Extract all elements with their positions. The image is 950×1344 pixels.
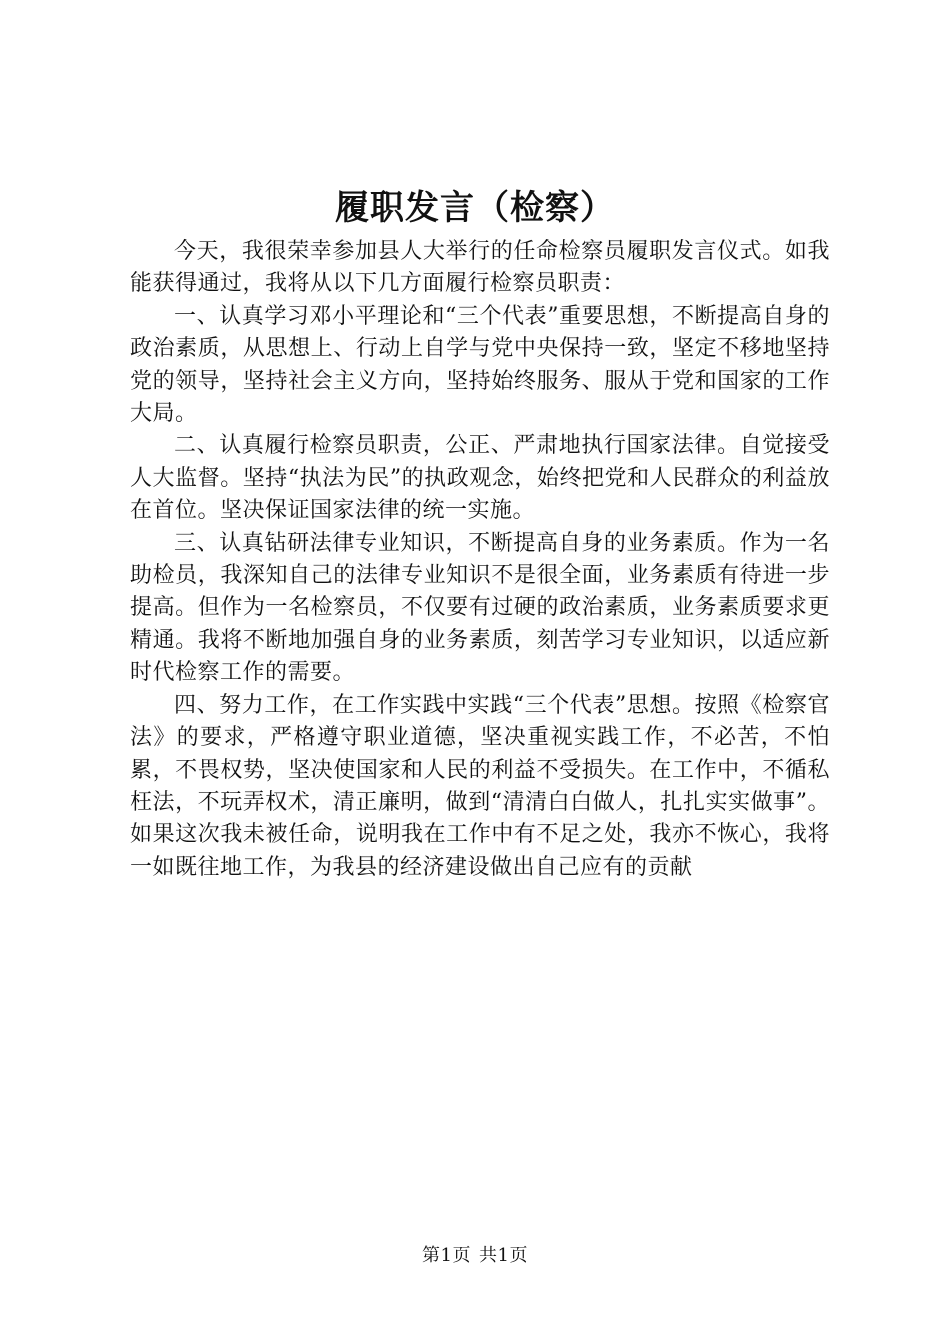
paragraph-point-3: 三、认真钻研法律专业知识，不断提高自身的业务素质。作为一名助检员，我深知自己的法律专业知识不是很全面，业务素质有待进一步提高。但作为一名检察员，不仅要有过硬的政治素质，业务素质要求更精通。我将不断地加强自身的业务素质，刻苦学习专业知识，以适应新时代检察工作的需要。 bbox=[130, 530, 830, 686]
paragraph-point-2: 二、认真履行检察员职责，公正、严肃地执行国家法律。自觉接受人大监督。坚持“执法为民”的执政观念，始终把党和人民群众的利益放在首位。坚决保证国家法律的统一实施。 bbox=[130, 433, 830, 524]
paragraph-point-1: 一、认真学习邓小平理论和“三个代表”重要思想，不断提高自身的政治素质，从思想上、行动上自学与党中央保持一致，坚定不移地坚持党的领导，坚持社会主义方向，坚持始终服务、服从于党和国家的工作大局。 bbox=[130, 303, 830, 427]
document-title: 履职发言（检察） bbox=[335, 188, 615, 228]
page-number: 第1页 bbox=[422, 1245, 471, 1266]
document-body bbox=[130, 236, 830, 884]
paragraph-point-4: 四、努力工作，在工作实践中实践“三个代表”思想。按照《检察官法》的要求，严格遵守职业道德，坚决重视实践工作，不必苦，不怕累，不畏权势，坚决使国家和人民的利益不受损失。在工作中，不循私枉法，不玩弄权术，清正廉明，做到“清清白白做人，扎扎实实做事”。如果这次我未被任命，说明我在工作中有不足之处，我亦不恢心，我将一如既往地工作，为我县的经济建设做出自己应有的贡献 bbox=[130, 692, 830, 880]
paragraph-intro: 今天，我很荣幸参加县人大举行的任命检察员履职发言仪式。如我能获得通过，我将从以下几方面履行检察员职责： bbox=[130, 239, 830, 297]
page-total: 共1页 bbox=[479, 1245, 528, 1266]
page-footer bbox=[0, 1244, 950, 1268]
